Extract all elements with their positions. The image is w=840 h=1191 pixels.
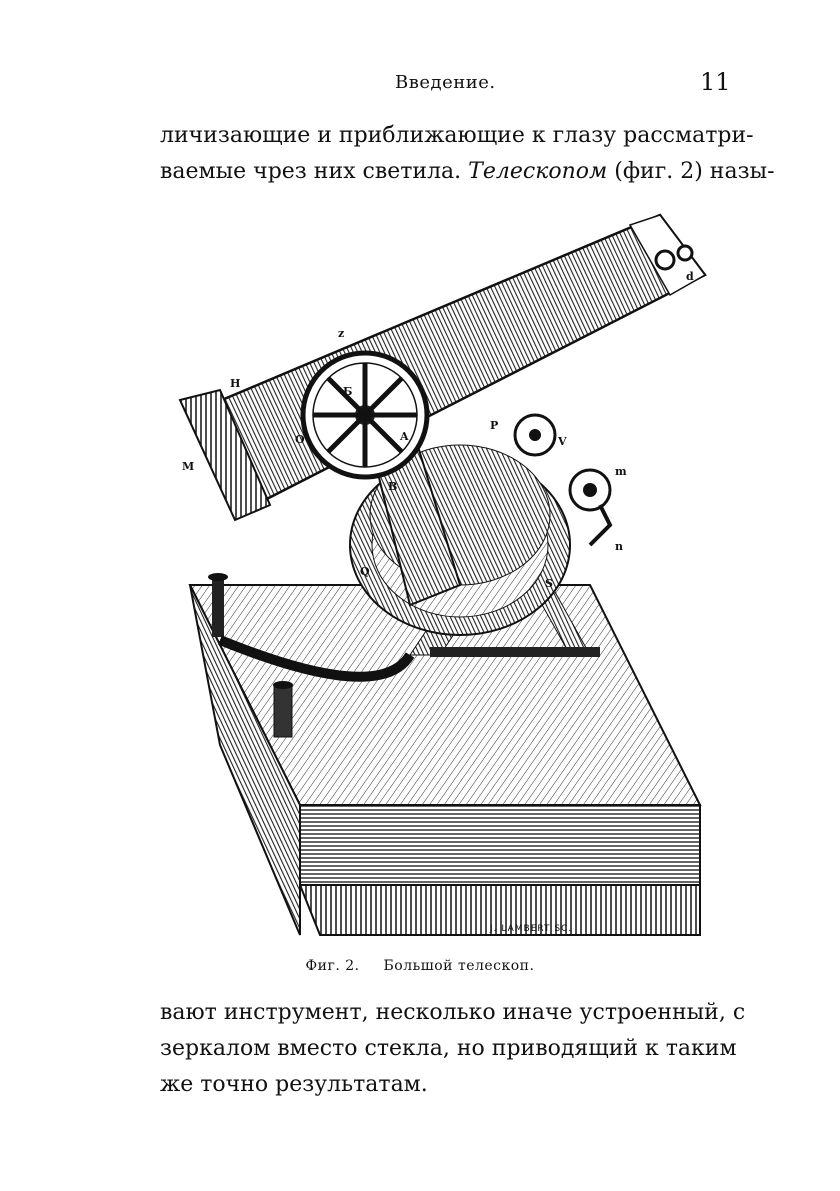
italic-term: Телескопом: [468, 159, 608, 184]
page-header: [0, 68, 840, 102]
figure-caption: [0, 958, 840, 974]
figure-label: d: [686, 270, 694, 283]
caption-number: Фиг. 2.: [305, 958, 360, 974]
figure-label: n: [615, 540, 623, 553]
figure-label: Q: [360, 565, 370, 578]
paragraph-line: зеркалом вместо стекла, но приводящий к таким: [160, 1036, 737, 1061]
figure-label: O: [295, 433, 305, 446]
paragraph-bottom: [160, 995, 746, 1103]
paragraph-line: личизающие и приближающие к глазу рассматри-: [160, 123, 754, 148]
figure-label: S: [545, 577, 553, 590]
figure-label: P: [490, 419, 499, 432]
figure-label: Б: [343, 385, 353, 398]
figure-label: H: [230, 377, 241, 390]
telescope-engraving: [160, 185, 720, 945]
caption-title: Большой телескоп.: [383, 958, 535, 974]
paragraph-line: ваемые чрез них светила. Телескопом (фиг. 2) назы-: [160, 159, 775, 184]
figure-label: A: [400, 430, 409, 443]
paragraph-line: же точно результатам.: [160, 1072, 428, 1097]
engraver-signature: J. LAMBERT SC.: [490, 924, 573, 934]
page-number: 11: [700, 68, 731, 96]
declination-wheel: [303, 353, 427, 477]
paragraph-top: [160, 118, 775, 190]
paragraph-line: вают инструмент, несколько иначе устроенный, с: [160, 1000, 746, 1025]
figure-label: m: [615, 465, 627, 478]
figure-label: V: [558, 435, 567, 448]
figure-label: B: [388, 480, 398, 493]
figure-label: M: [182, 460, 195, 473]
running-title: Введение.: [395, 72, 496, 93]
figure-label: z: [338, 327, 345, 340]
